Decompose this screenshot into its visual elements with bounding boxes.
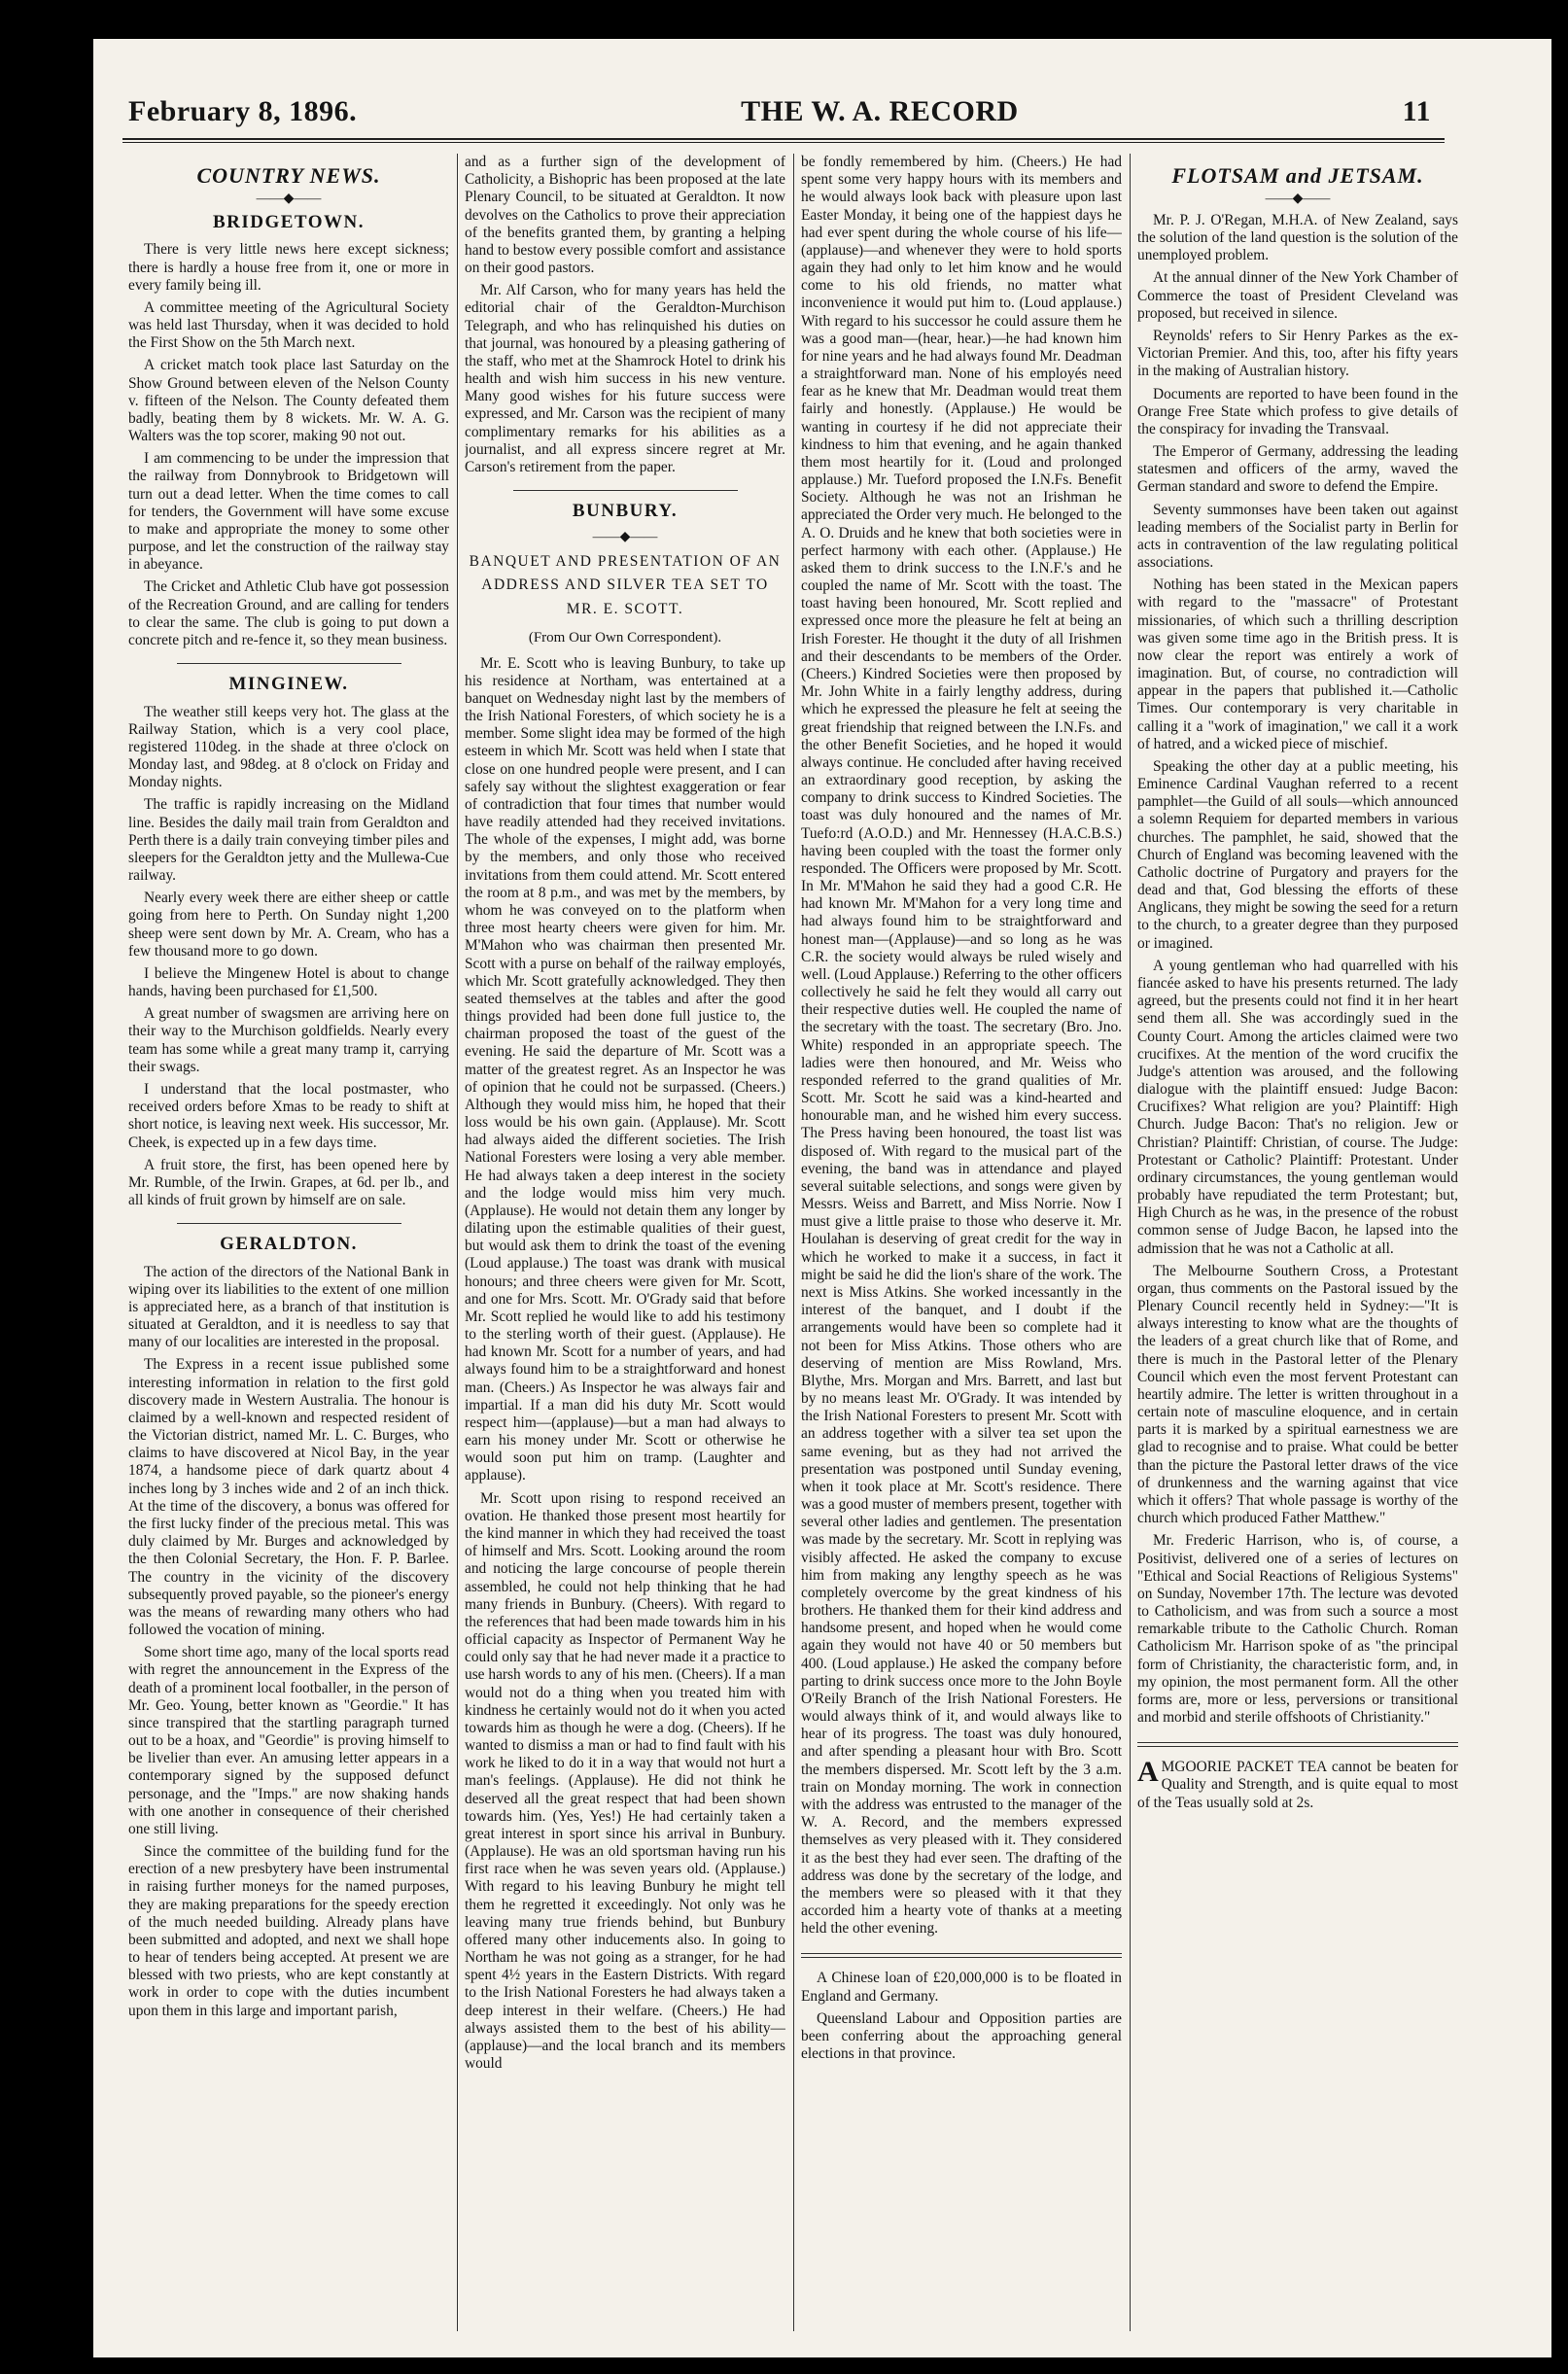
advertisement — [1137, 1756, 1458, 1812]
section-separator — [177, 1223, 401, 1224]
double-rule — [801, 1953, 1122, 1958]
news-brief: At the annual dinner of the New York Chamber of Commerce the toast of President Cleveland was proposed, but received in silence. — [1137, 269, 1458, 322]
article-paragraph: The weather still keeps very hot. The glass at the Railway Station, which is a very cool place, registered 110deg. in the shade at three o'clock on Monday last, and 98deg. at 8 o'clock on Friday and Monday nights. — [128, 703, 449, 791]
column-divider — [457, 154, 458, 2331]
article-paragraph: Since the committee of the building fund for the erection of a new presbytery have been instrumental in raising further moneys for the named purposes, they are making preparations for the speedy erection of the much needed building. Already plans have been submitted and adopted, and next we shall hope to hear of tenders being accepted. At present we are blessed with two priests, who are kept constantly at work in order to cope with the duties incumbent upon them in this large and important parish, — [128, 1843, 449, 2019]
subheading-banquet: BANQUET AND PRESENTATION OF AN ADDRESS AND SILVER TEA SET TO MR. E. SCOTT. — [469, 552, 782, 618]
news-brief: The Melbourne Southern Cross, a Protestant organ, thus comments on the Pastoral issued by the Plenary Council recently held in Sydney:—"It is always interesting to know what are the thoughts of the leaders of a great church like that of Rome, and there is much in the Pastoral letter of the Plenary Council which even the most fervent Protestant can heartily admire. The letter is written throughout in a certain note of masculine eloquence, and in certain parts it is marked by a spiritual earnestness we are glad to recognise and to praise. What could be better than the picture the Pastoral letter draws of the vice of drunkenness and the warning against that vice which it offers? That whole passage is worthy of the church which produced Father Matthew." — [1137, 1262, 1458, 1527]
column-1 — [128, 154, 449, 2331]
column-divider — [1130, 154, 1131, 2331]
ornament-divider: ——◆—— — [1265, 191, 1331, 206]
article-paragraph: Mr. E. Scott who is leaving Bunbury, to take up his residence at Northam, was entertained at a banquet on Wednesday night last by the members of the Irish National Foresters, of which society he is a member. Some slight idea may be formed of the high esteem in which Mr. Scott was held when I state that close on one hundred people were present, and I can safely say without the slightest exaggeration or fear of contradiction that four times that number would have readily attended had they received invitations. The whole of the expenses, I might add, was borne by the members, and only those who received invitations from them could attend. Mr. Scott entered the room at 8 p.m., and was met by the members, by whom he was conveyed on to the platform when three most hearty cheers were given for him. Mr. M'Mahon who was chairman then presented Mr. Scott with a purse on behalf of the railway employés, which Mr. Scott gratefully acknowledged. They then seated themselves at the tables and after the good things provided had been done full justice to, the chairman proposed the toast of the guest of the evening. He said the departure of Mr. Scott was a matter of the greatest regret. As an Inspector he was of opinion that he could not be surpassed. (Cheers.) Although they would miss him, he hoped that their loss would be his own gain. (Applause). Mr. Scott had always aided the different societies. The Irish National Foresters were losing a very able member. He had always taken a deep interest in the society and the lodge would miss him very much. (Applause). He would not detain them any longer by dilating upon the estimable qualities of their guest, but would ask them to drink the toast of the evening (Loud applause.) The toast was drank with musical honours; and three cheers were given for Mr. Scott, and one for Mrs. Scott. Mr. O'Grady said that before Mr. Scott replied he would like to add his testimony to the sterling worth of their guest. (Applause). He had known Mr. Scott for a number of years, and had always found him to be a straightforward and honest man. (Cheers.) As Inspector he was always fair and impartial. If a man did his duty Mr. Scott would respect him—(applause)—but a man had always to earn his money under Mr. Scott or otherwise he would soon put him on tramp. (Laughter and applause). — [465, 654, 785, 1484]
article-paragraph: The action of the directors of the National Bank in wiping over its liabilities to the extent of one million is appreciated here, as a branch of that institution is situated at Geraldton, and it is needless to say that many of our localities are interested in the proposal. — [128, 1263, 449, 1351]
article-paragraph: A cricket match took place last Saturday on the Show Ground between eleven of the Nelson County v. fifteen of the Nelson. The County defeated them badly, beating them by 8 wickets. Mr. W. A. G. Walters was the top scorer, making 90 not out. — [128, 357, 449, 445]
article-paragraph: A committee meeting of the Agricultural Society was held last Thursday, when it was decided to hold the First Show on the 5th March next. — [128, 298, 449, 352]
ad-text: MGOORIE PACKET TEA cannot be beaten for Quality and Strength, and is quite equal to most of the Teas usually sold at 2s. — [1137, 1759, 1458, 1811]
article-paragraph: and as a further sign of the development of Catholicity, a Bishopric has been proposed at the late Plenary Council, to be situated at Geraldton. It now devolves on the Catholics to prove their appreciation of the benefits granted them, by granting a helping hand to bestow every possible comfort and assistance on their good pastors. — [465, 154, 785, 277]
masthead — [128, 86, 1431, 128]
ornament-divider: ——◆—— — [592, 529, 658, 544]
masthead-rule-thin — [122, 142, 1445, 143]
article-paragraph: The traffic is rapidly increasing on the Midland line. Besides the daily mail train from Geraldton and Perth there is a daily train conveying timber piles and sleepers for the Geraldton jetty and the Mullewa-Cue railway. — [128, 796, 449, 885]
article-paragraph: I understand that the local postmaster, who received orders before Xmas to be ready to shift at short notice, is leaving next week. His successor, Mr. Cheek, is expected up in a few days time. — [128, 1080, 449, 1151]
correspondent-note: (From Our Own Correspondent). — [528, 629, 722, 646]
news-brief: Nothing has been stated in the Mexican papers with regard to the "massacre" of Protestant missionaries, of which such a thrilling description was given some time ago in the British press. It is now clear the report was entirely a work of imagination. But, of course, no contradiction will appear in the papers that published it.—Catholic Times. Our contemporary is very charitable in calling it a "work of imagination," we call it a work of hatred, and a wicked piece of mischief. — [1137, 576, 1458, 752]
heading-geraldton: GERALDTON. — [220, 1234, 358, 1255]
news-brief: Documents are reported to have been found in the Orange Free State which profess to give details of the conspiracy for invading the Transvaal. — [1137, 385, 1458, 437]
news-brief: A young gentleman who had quarrelled with his fiancée asked to have his presents returned. The lady agreed, but the presents could not find it in her heart send them all. She was accordingly sued in the County Court. Among the articles claimed were two crucifixes. At the mention of the word crucifix the Judge's attention was aroused, and the following dialogue with the plaintiff ensued: Judge Bacon: Crucifixes? What religion are you? Plaintiff: High Church. Judge Bacon: That's no religion. Jew or Christian? Plaintiff: Christian, of course. The Judge: Protestant or Catholic? Plaintiff: Protestant. Under ordinary circumstances, the young gentleman would probably have repudiated the term Protestant; but, High Church as he was, in the presence of the robust common sense of Judge Bacon, he lapsed into the admission that he was not a Catholic at all. — [1137, 957, 1458, 1257]
article-paragraph: There is very little news here except sickness; there is hardly a house free from it, one or more in every family being ill. — [128, 241, 449, 294]
issue-date: February 8, 1896. — [128, 95, 358, 127]
news-brief: Mr. P. J. O'Regan, M.H.A. of New Zealand, says the solution of the land question is the solution of the unemployed problem. — [1137, 211, 1458, 264]
article-paragraph: I am commencing to be under the impression that the railway from Donnybrook to Bridgetown will turn out a dead letter. When the time comes to call for tenders, the Government will have some excuse to make and appropriate the money to some other purpose, and let the construction of the railway stay in abeyance. — [128, 450, 449, 574]
newspaper-page — [93, 39, 1551, 2357]
section-title-country-news: COUNTRY NEWS. — [196, 163, 381, 188]
heading-minginew: MINGINEW. — [228, 674, 349, 695]
article-paragraph: I believe the Mingenew Hotel is about to change hands, having been purchased for £1,500. — [128, 964, 449, 1000]
section-separator — [177, 663, 401, 664]
news-brief: Queensland Labour and Opposition parties are been conferring about the approaching general elections in that province. — [801, 2009, 1122, 2063]
column-4 — [1137, 154, 1458, 2331]
page-number: 11 — [1402, 95, 1431, 127]
masthead-rule — [122, 138, 1445, 140]
article-paragraph: A great number of swagsmen are arriving here on their way to the Murchison goldfields. Nearly every team has some while a great many tramp it, carrying their swags. — [128, 1005, 449, 1075]
article-paragraph: Mr. Scott upon rising to respond received an ovation. He thanked those present most heartily for the kind manner in which they had received the toast of himself and Mrs. Scott. Looking around the room and noticing the large concourse of people therein assembled, he could not help thinking that he had many friends in Bunbury. (Cheers). With regard to the references that had been made towards him in his official capacity as Inspector of Permanent Way he could only say that he had never made it a practice to use harsh words to any of his men. (Cheers). If a man would not do a thing when you treated him with kindness he certainly would not do it when you acted towards him as though he were a dog. (Cheers). If he wanted to dismiss a man or had to find fault with his work he liked to do it in a way that would not hurt a man's feelings. (Applause). He did not think he deserved all the great respect that had been shown towards him. (Yes, Yes!) He had certainly taken a great interest in sport since his arrival in Bunbury. (Applause). He was an old sportsman having run his first race when he was seven years old. (Applause.) With regard to his leaving Bunbury he might tell them he regretted it exceedingly. Not only was he leaving many true friends behind, but Bunbury offered many other inducements also. In going to Northam he was not going as a stranger, for he had spent 4½ years in the Eastern Districts. With regard to the Irish National Foresters he had always taken a deep interest in their welfare. (Cheers.) He had always assisted them to the best of his ability—(applause)—and the local branch and its members would — [465, 1489, 785, 2073]
section-separator — [513, 490, 738, 491]
heading-bunbury: BUNBURY. — [572, 501, 679, 522]
article-paragraph: The Express in a recent issue published some interesting information in relation to the first gold discovery made in Western Australia. The honour is claimed by a well-known and respected resident of the Victorian district, named Mr. L. C. Burges, who claims to have discovered at Nicol Bay, in the year 1874, a handsome piece of dark quartz about 4 inches long by 3 inches wide and 2 of an inch thick. At the time of the discovery, a bonus was offered for the first lucky finder of the precious metal. This was duly claimed by Mr. Burges and acknowledged by the then Colonial Secretary, the Hon. F. P. Barlee. The country in the vicinity of the discovery subsequently proved payable, so the pioneer's energy was the means of rewarding many others who had followed the vocation of mining. — [128, 1356, 449, 1639]
ornament-divider: ——◆—— — [256, 191, 322, 206]
article-paragraph: Nearly every week there are either sheep or cattle going from here to Perth. On Sunday night 1,200 sheep were sent down by Mr. A. Cream, who has a few thousand more to go down. — [128, 890, 449, 960]
column-3 — [801, 154, 1122, 2331]
news-brief: A Chinese loan of £20,000,000 is to be floated in England and Germany. — [801, 1970, 1122, 2005]
paper-title: THE W. A. RECORD — [741, 95, 1019, 127]
column-divider — [793, 154, 794, 2331]
section-title-flotsam-jetsam: FLOTSAM and JETSAM. — [1171, 163, 1424, 188]
ad-drop-cap: A — [1137, 1756, 1159, 1789]
news-brief: Reynolds' refers to Sir Henry Parkes as the ex-Victorian Premier. And this, too, after his fifty years in the making of Australian history. — [1137, 327, 1458, 380]
column-2 — [465, 154, 785, 2331]
news-brief: The Emperor of Germany, addressing the leading statesmen and officers of the army, waved the German standard and swore to defend the Empire. — [1137, 443, 1458, 496]
article-paragraph: be fondly remembered by him. (Cheers.) He had spent some very happy hours with its members and he would always look back with pleasure upon last Easter Monday, it being one of the happiest days he had ever spent during the whole course of his life—(applause)—and whenever they were to hold sports again they had only to let him know and he would come to his old friends, no matter what inconvenience it would put him to. (Loud applause.) With regard to his successor he could assure them he was a good man—(hear, hear.)—he had known him for nine years and he had always found Mr. Deadman a straightforward man. None of his employés need fear as he knew that Mr. Deadman would treat them fairly and honestly. (Applause.) He would be wanting in courtesy if he did not appreciate their kindness to him that evening, and he again thanked them most heartily for it. (Loud and prolonged applause.) Mr. Tueford proposed the I.N.Fs. Benefit Society. Although he was not an Irishman he appreciated the Order very much. He belonged to the A. O. Druids and he knew that both societies were in perfect harmony with each other. (Applause.) He asked them to drink success to the I.N.F.'s and he coupled the name of Mr. Scott with the toast. The toast having been honoured, Mr. Scott replied and expressed once more the pleasure he felt at being an Irish Forester. He thought it the duty of all Irishmen and their descendants to be members of the Order. (Cheers.) Kindred Societies were then proposed by Mr. John White in a fairly lengthy address, during which he expressed the pleasure he felt at seeing the great friendship that reigned between the I.N.Fs. and the other Benefit Societies, and he hoped it would always continue. He concluded after having received an extraordinary good reception, by asking the company to drink success to Kindred Societies. The toast was duly honoured and the names of Mr. Tuefo:rd (A.O.D.) and Mr. Hennessey (H.A.C.B.S.) having been coupled with the toast the former only responded. The Officers were proposed by Mr. Scott. In Mr. M'Mahon he said they had a good C.R. He had known Mr. M'Mahon for a very long time and had always found him to be straightforward and honest man—(Applause)—and so long as he was C.R. the society would always be ruled wisely and well. (Loud Applause.) Referring to the other officers collectively he said he felt they would all carry out their respective duties well. He coupled the name of the secretary with the toast. The secretary (Bro. Jno. White) responded in an appropriate speech. The ladies were then honoured, and Mr. Weiss who responded referred to the grand qualities of Mr. Scott. Mr. Scott he said was a kind-hearted and honourable man, and he wished him every success. The Press having been honoured, the toast list was disposed of. With regard to the musical part of the evening, the band was in attendance and played several suitable selections, and songs were given by Messrs. Weiss and Barrett, and Miss Norrie. Now I must give a little praise to those who deserve it. Mr. Houlahan is deserving of great credit for the way in which he worked to make it a success, in fact it might be said he did the lion's share of the work. The next is Miss Atkins. She worked incessantly in the interest of the banquet, and I doubt if the arrangements would have been so complete had it not been for Miss Atkins. Those others who are deserving of mention are Miss Rowland, Mrs. Blythe, Mrs. Morgan and Mrs. Barrett, and last but by no means least Mr. O'Grady. It was intended by the Irish National Foresters to present Mr. Scott with an address together with a silver tea set upon the same evening, but as they had not arrived the presentation was postponed until Sunday evening, when it took place at Mr. Scott's residence. There was a good muster of members present, together with several other ladies and gentlemen. The presentation was made by the secretary. Mr. Scott in replying was visibly affected. He asked the company to excuse him from making any lengthy speech as he was completely overcome by the great kindness of his brothers. He thanked them for their kind address and handsome present, and hoped when he would come again they would not have 40 or 50 members but 400. (Loud applause.) He asked the company before parting to drink success once more to the John Boyle O'Reily Branch of the Irish National Foresters. He would always think of it, and would always like to hear of its progress. The toast was duly honoured, and after spending a pleasant hour with Bro. Scott the members dispersed. Mr. Scott left by the 3 a.m. train on Monday morning. The work in connection with the address was entrusted to the manager of the W. A. Record, and the members expressed themselves as very pleased with it. They considered it as the best they had ever seen. The drafting of the address was done by the secretary of the lodge, and the members were so pleased with it that they accorded him a hearty vote of thanks at a meeting held the other evening. — [801, 154, 1122, 1938]
double-rule — [1137, 1742, 1458, 1747]
article-paragraph: The Cricket and Athletic Club have got possession of the Recreation Ground, and are calling for tenders to clear the same. The club is going to put down a concrete pitch and re-fence it, so they mean business. — [128, 578, 449, 648]
news-brief: Mr. Frederic Harrison, who is, of course, a Positivist, delivered one of a series of lectures on "Ethical and Social Reactions of Religious Systems" on Sunday, November 17th. The lecture was devoted to Catholicism, and was from such a source a most remarkable tribute to the Catholic Church. Roman Catholicism Mr. Harrison spoke of as "the principal form of Christianity, the characteristic form, and, in my opinion, the most permanent form. All the other forms are, more or less, perversions or transitional and morbid and sterile offshoots of Christianity." — [1137, 1532, 1458, 1727]
article-paragraph: Mr. Alf Carson, who for many years has held the editorial chair of the Geraldton-Murchison Telegraph, and who has relinquished his duties on that journal, was honoured by a pleasing gathering of the staff, who met at the Shamrock Hotel to drink his health and wish him success in his new venture. Many good wishes for his future success were expressed, and Mr. Carson was the recipient of many complimentary remarks for his abilities as a journalist, and all express sincere regret at Mr. Carson's retirement from the paper. — [465, 282, 785, 475]
article-paragraph: A fruit store, the first, has been opened here by Mr. Rumble, of the Irwin. Grapes, at 6d. per lb., and all kinds of fruit grown by himself are on sale. — [128, 1156, 449, 1209]
news-brief: Speaking the other day at a public meeting, his Eminence Cardinal Vaughan referred to a recent pamphlet—the Guild of all souls—which announced a solemn Requiem for departed members in various churches. The pamphlet, he said, showed that the Church of England was becoming leavened with the Catholic doctrine of Purgatory and prayers for the dead and that, God blessing the efforts of these Anglicans, they might be sowing the seed for a return to the church, to a greater degree than they purposed or imagined. — [1137, 757, 1458, 952]
article-paragraph: Some short time ago, many of the local sports read with regret the announcement in the Express of the death of a prominent local footballer, in the person of Mr. Geo. Young, better known as "Geordie." It has since transpired that the startling paragraph turned out to be a hoax, and "Geordie" is proving himself to be livelier than ever. An amusing letter appears in a contemporary signed by the supposed defunct personage, and the "Imps." are now shaking hands with one another in consequence of their cherished one still living. — [128, 1644, 449, 1837]
heading-bridgetown: BRIDGETOWN. — [212, 211, 366, 232]
news-brief: Seventy summonses have been taken out against leading members of the Socialist party in Berlin for acts in contravention of the law regulating political associations. — [1137, 501, 1458, 572]
